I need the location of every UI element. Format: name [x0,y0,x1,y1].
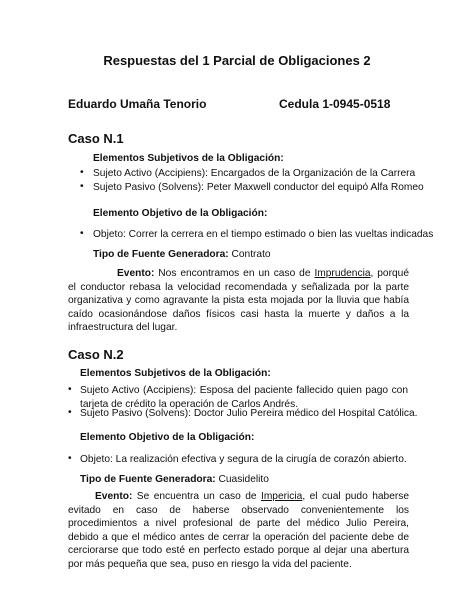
case2-evento-post: , el cual pudo haberse evitado en caso de haberse observado convenientemente los procedimientos a nivel profesional de parte del médico Julio Pereira, debido a que el médico antes de cerrar la operación del paciente debe de cerciorarse que todo esté en perfecto estado porque al dejar una abertura por más pequeña que sea, puso en riesgo la vida del paciente. [68,491,410,570]
case2-evento-paragraph [68,490,409,572]
case1-fuente-value: Contrato [228,249,271,260]
bullet-icon: • [80,167,84,178]
case1-obj-item: Objeto: Correr la cerrera en el tiempo estimado o bien las vueltas indicadas [93,229,434,240]
case2-fuente-value: Cuasidelito [215,474,269,485]
bullet-icon: • [68,384,72,395]
case2-subj-item-1: Sujeto Activo (Accipiens): Esposa del paciente fallecido quien pago con tarjeta de crédito la operación de Carlos Andrés. [80,385,408,410]
case1-subj-item-1: Sujeto Activo (Accipiens): Encargados de la Organización de la Carrera [93,168,416,179]
case1-heading: Caso N.1 [68,131,124,146]
case1-evento-paragraph [68,267,409,335]
case2-obj-item: Objeto: La realización efectiva y segura de la cirugía de corazón abierto. [80,454,407,465]
case2-heading: Caso N.2 [68,347,124,362]
case2-evento-term: Impericia [260,491,303,502]
case2-fuente [80,473,269,487]
case1-fuente [93,248,271,262]
case2-evento-label: Evento: [95,491,133,502]
case2-evento-pre: Se encuentra un caso de [132,491,261,502]
case1-evento-post: , porqué el conductor rebasa la velocidad recomendada y señalizada por la parte organizativa y como agravante la pista esta mojada por la lluvia que había caído ocasionándose daños físicos casi hasta la muerte y daños a la infraestructura del lugar. [68,268,409,334]
bullet-icon: • [68,407,72,418]
case1-evento-pre: Nos encontramos en un caso de [154,268,315,279]
case2-subjective-heading: Elementos Subjetivos de la Obligación: [80,368,271,379]
case2-subj-item-2: Sujeto Pasivo (Solvens): Doctor Julio Pereira médico del Hospital Católica. [80,408,418,419]
cedula-number: Cedula 1-0945-0518 [279,97,391,111]
author-name: Eduardo Umaña Tenorio [68,97,207,111]
case1-fuente-label: Tipo de Fuente Generadora: [93,249,229,260]
bullet-icon: • [68,453,72,464]
case1-subj-item-2: Sujeto Pasivo (Solvens): Peter Maxwell conductor del equipó Alfa Romeo [93,182,424,193]
case1-evento-term: Imprudencia [314,268,371,279]
case1-objective-heading: Elemento Objetivo de la Obligación: [93,208,268,219]
case1-subjective-heading: Elementos Subjetivos de la Obligación: [93,153,284,164]
bullet-icon: • [80,181,84,192]
document-title: Respuestas del 1 Parcial de Obligaciones 2 [103,53,371,68]
case2-fuente-label: Tipo de Fuente Generadora: [80,474,216,485]
bullet-icon: • [80,228,84,239]
case2-objective-heading: Elemento Objetivo de la Obligación: [80,432,255,443]
case1-evento-label: Evento: [117,268,155,279]
